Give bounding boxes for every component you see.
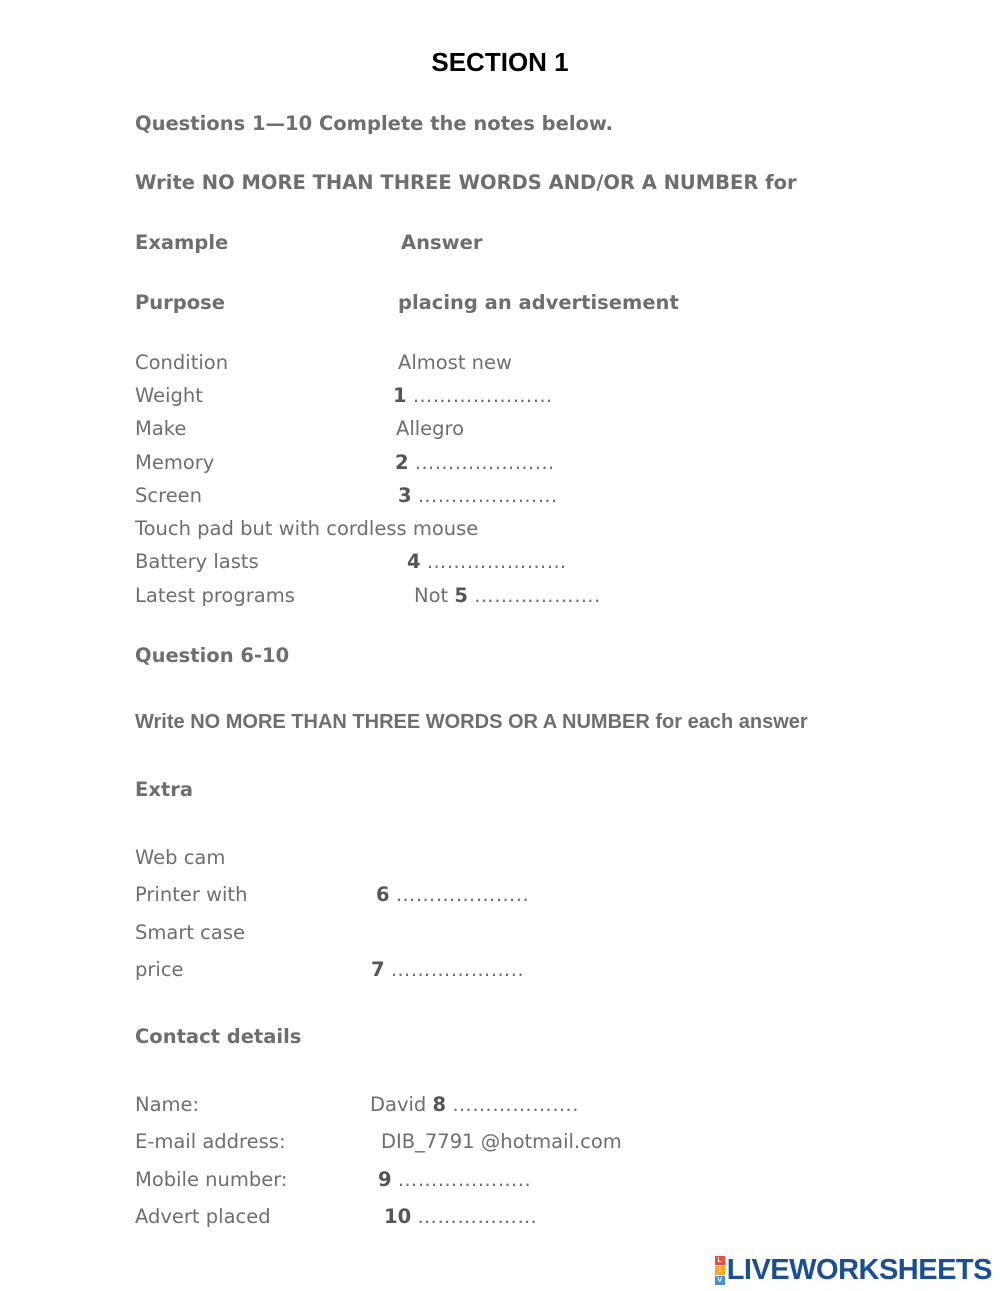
memory-label: Memory <box>135 451 215 474</box>
answer-7[interactable] <box>371 958 524 981</box>
answer-number: 1 <box>393 384 407 407</box>
answer-4[interactable] <box>407 550 567 573</box>
answer-number: 8 <box>432 1093 447 1116</box>
logo-mark-icon <box>715 1256 725 1285</box>
answer-number: 3 <box>398 484 412 507</box>
answer-9[interactable] <box>378 1168 531 1191</box>
make-label: Make <box>135 417 187 440</box>
answer-1[interactable] <box>393 384 553 407</box>
answer-blank[interactable]: ………………… <box>412 384 553 407</box>
logo-block: L <box>715 1256 725 1265</box>
answer-number: 6 <box>376 883 390 906</box>
contact-heading: Contact details <box>135 1025 302 1048</box>
answer-blank[interactable]: ……………….. <box>395 883 530 906</box>
answer-3[interactable] <box>398 484 558 507</box>
purpose-value: placing an advertisement <box>398 291 679 314</box>
answer-6[interactable] <box>376 883 529 906</box>
purpose-label: Purpose <box>135 291 225 314</box>
answer-10[interactable] <box>384 1205 537 1228</box>
answer-blank[interactable]: ………………… <box>417 484 558 507</box>
advert-label: Advert placed <box>135 1205 271 1228</box>
touchpad-label: Touch pad but with cordless mouse <box>135 517 479 540</box>
question-6-10-heading: Question 6-10 <box>135 644 290 667</box>
price-label: price <box>135 958 184 981</box>
condition-value: Almost new <box>398 351 512 374</box>
example-value: Answer <box>401 231 483 254</box>
page-title: SECTION 1 <box>431 47 569 77</box>
answer-prefix: Not <box>414 584 449 607</box>
name-label: Name: <box>135 1093 200 1116</box>
battery-label: Battery lasts <box>135 550 259 573</box>
answer-number: 5 <box>454 584 468 607</box>
make-value: Allegro <box>396 417 465 440</box>
answer-8[interactable] <box>370 1093 579 1116</box>
smartcase-label: Smart case <box>135 921 246 944</box>
programs-label: Latest programs <box>135 584 295 607</box>
answer-number: 2 <box>395 451 409 474</box>
instructions-word-limit: Write NO MORE THAN THREE WORDS AND/OR A NUMBER for <box>135 171 797 194</box>
answer-blank[interactable]: ………………. <box>474 584 601 607</box>
weight-label: Weight <box>135 384 203 407</box>
question-6-10-rule: Write NO MORE THAN THREE WORDS OR A NUMBER for each answer <box>135 711 808 733</box>
answer-blank[interactable]: ………………… <box>426 550 567 573</box>
printer-label: Printer with <box>135 883 248 906</box>
answer-blank[interactable]: ……………… <box>417 1205 538 1228</box>
email-value: DIB_7791 @hotmail.com <box>381 1130 622 1153</box>
answer-blank[interactable]: ………………… <box>414 451 555 474</box>
logo-block: I <box>715 1266 725 1275</box>
answer-number: 9 <box>378 1168 392 1191</box>
logo-text: LIVEWORKSHEETS <box>726 1253 992 1286</box>
webcam-label: Web cam <box>135 846 226 869</box>
answer-number: 4 <box>407 550 421 573</box>
condition-label: Condition <box>135 351 229 374</box>
extra-heading: Extra <box>135 778 193 801</box>
answer-number: 10 <box>384 1205 412 1228</box>
screen-label: Screen <box>135 484 203 507</box>
logo-block: V <box>715 1276 725 1285</box>
answer-blank[interactable]: ……………….. <box>390 958 525 981</box>
answer-2[interactable] <box>395 451 555 474</box>
answer-prefix: David <box>370 1093 427 1116</box>
example-label: Example <box>135 231 229 254</box>
answer-number: 7 <box>371 958 385 981</box>
answer-blank[interactable]: ………………. <box>452 1093 579 1116</box>
mobile-label: Mobile number: <box>135 1168 288 1191</box>
instructions-questions-1-10: Questions 1—10 Complete the notes below. <box>135 112 614 135</box>
answer-blank[interactable]: ……………….. <box>397 1168 532 1191</box>
email-label: E-mail address: <box>135 1130 286 1153</box>
liveworksheets-logo <box>715 1255 992 1285</box>
answer-5[interactable] <box>414 584 601 607</box>
